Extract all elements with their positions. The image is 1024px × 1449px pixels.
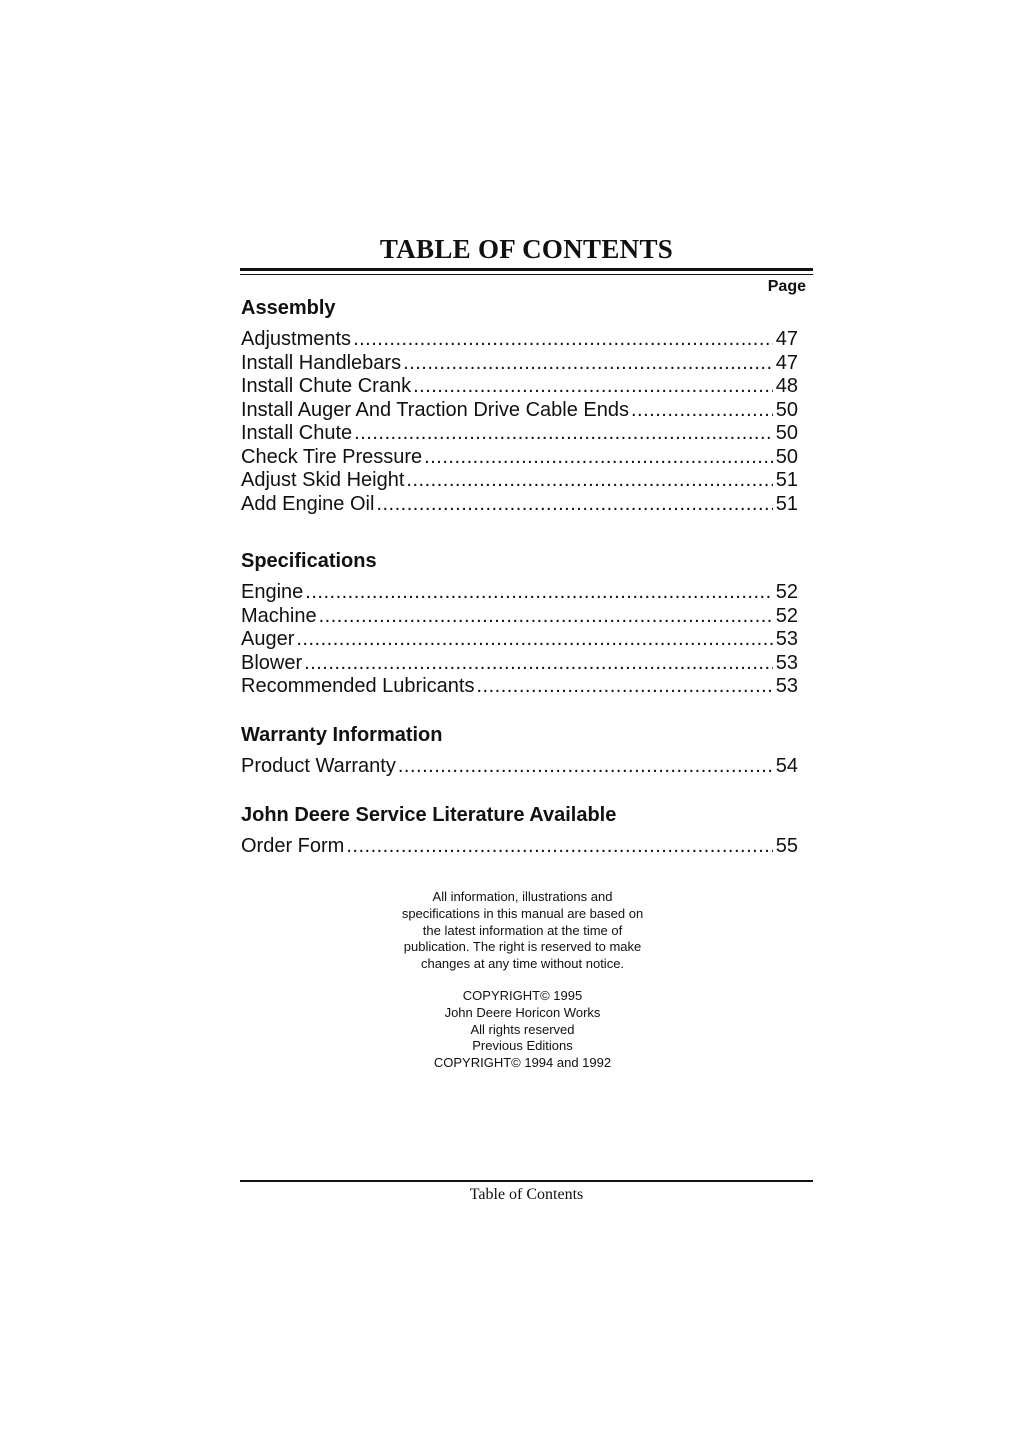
toc-entry-label: Install Chute Crank [241, 375, 412, 397]
toc-list [241, 581, 798, 699]
notice-line: publication. The right is reserved to make [403, 939, 642, 955]
toc-section-specifications [241, 549, 798, 699]
toc-entry[interactable] [241, 493, 798, 517]
dot-leader [353, 328, 773, 352]
toc-section-service-literature [241, 803, 798, 859]
notice-line: All information, illustrations and [432, 889, 613, 904]
toc-entry-page: 53 [775, 675, 798, 697]
dot-leader [413, 375, 773, 399]
dot-leader [354, 422, 773, 446]
section-heading: John Deere Service Literature Available [241, 804, 617, 826]
toc-section-assembly [241, 296, 798, 516]
toc-entry-page: 47 [775, 351, 798, 374]
toc-entry-label: Install Chute [241, 422, 353, 444]
section-heading: Warranty Information [241, 724, 443, 746]
copyright-line: All rights reserved [470, 1021, 575, 1037]
toc-entry-page: 53 [775, 628, 798, 650]
dot-leader [376, 493, 772, 517]
dot-leader [403, 352, 773, 376]
copyright-line: COPYRIGHT© 1995 [462, 988, 583, 1003]
toc-entry-page: 48 [775, 375, 798, 397]
toc-entry-page: 51 [775, 469, 798, 491]
dot-leader [406, 469, 772, 493]
toc-list [241, 755, 798, 779]
toc-entry-page: 52 [775, 581, 798, 603]
toc-entry-label: Auger [241, 628, 295, 650]
toc-entry-page: 50 [775, 398, 798, 421]
footer-label: Table of Contents [469, 1186, 584, 1203]
toc-entry-label: Blower [241, 651, 303, 674]
toc-entry-page: 52 [775, 604, 798, 627]
toc-list [241, 835, 798, 859]
toc-entry-page: 50 [775, 422, 798, 444]
toc-entry[interactable] [241, 581, 798, 605]
toc-entry-label: Engine [241, 581, 304, 603]
dot-leader [305, 581, 772, 605]
footer-rule [240, 1180, 813, 1182]
section-heading: Specifications [241, 550, 377, 572]
notice-line: the latest information at the time of [422, 922, 623, 938]
toc-entry[interactable] [241, 352, 798, 376]
toc-entry[interactable] [241, 675, 798, 699]
copyright-block [380, 988, 665, 1072]
page-column-header: Page [767, 278, 806, 295]
toc-entry[interactable] [241, 835, 798, 859]
toc-entry[interactable] [241, 446, 798, 470]
page-title: TABLE OF CONTENTS [379, 234, 674, 264]
toc-entry[interactable] [241, 628, 798, 652]
toc-entry-page: 50 [775, 445, 798, 468]
toc-entry[interactable] [241, 652, 798, 676]
dot-leader [476, 675, 772, 699]
toc-entry-label: Adjust Skid Height [241, 469, 405, 491]
toc-entry-page: 51 [775, 492, 798, 515]
toc-entry[interactable] [241, 328, 798, 352]
toc-entry-page: 53 [775, 651, 798, 674]
dot-leader [304, 652, 773, 676]
notice-line: specifications in this manual are based on [401, 905, 644, 921]
title-rule-thin [240, 274, 813, 275]
toc-entry-label: Install Auger And Traction Drive Cable Ends [241, 398, 629, 421]
copyright-line: COPYRIGHT© 1994 and 1992 [433, 1055, 612, 1071]
toc-entry-page: 54 [775, 755, 798, 777]
toc-entry[interactable] [241, 399, 798, 423]
toc-entry-page: 47 [775, 328, 798, 350]
dot-leader [319, 605, 773, 629]
toc-entry[interactable] [241, 375, 798, 399]
toc-entry-label: Order Form [241, 835, 345, 857]
toc-entry-page: 55 [775, 835, 798, 857]
toc-section-warranty [241, 723, 798, 779]
toc-entry[interactable] [241, 605, 798, 629]
dot-leader [398, 755, 773, 779]
section-heading: Assembly [241, 297, 336, 319]
toc-entry[interactable] [241, 422, 798, 446]
toc-entry-label: Adjustments [241, 328, 352, 350]
dot-leader [424, 446, 773, 470]
title-rule-thick [240, 268, 813, 271]
dot-leader [631, 399, 773, 423]
toc-entry-label: Install Handlebars [241, 351, 402, 374]
toc-entry[interactable] [241, 755, 798, 779]
toc-entry-label: Check Tire Pressure [241, 445, 423, 468]
toc-entry-label: Machine [241, 604, 317, 627]
toc-list [241, 328, 798, 516]
dot-leader [346, 835, 772, 859]
toc-entry-label: Recommended Lubricants [241, 675, 475, 697]
copyright-line: Previous Editions [472, 1038, 573, 1054]
information-notice [380, 889, 665, 973]
toc-entry[interactable] [241, 469, 798, 493]
notice-line: changes at any time without notice. [420, 956, 625, 972]
dot-leader [296, 628, 772, 652]
copyright-line: John Deere Horicon Works [444, 1004, 601, 1020]
toc-entry-label: Product Warranty [241, 755, 396, 777]
toc-entry-label: Add Engine Oil [241, 492, 375, 515]
